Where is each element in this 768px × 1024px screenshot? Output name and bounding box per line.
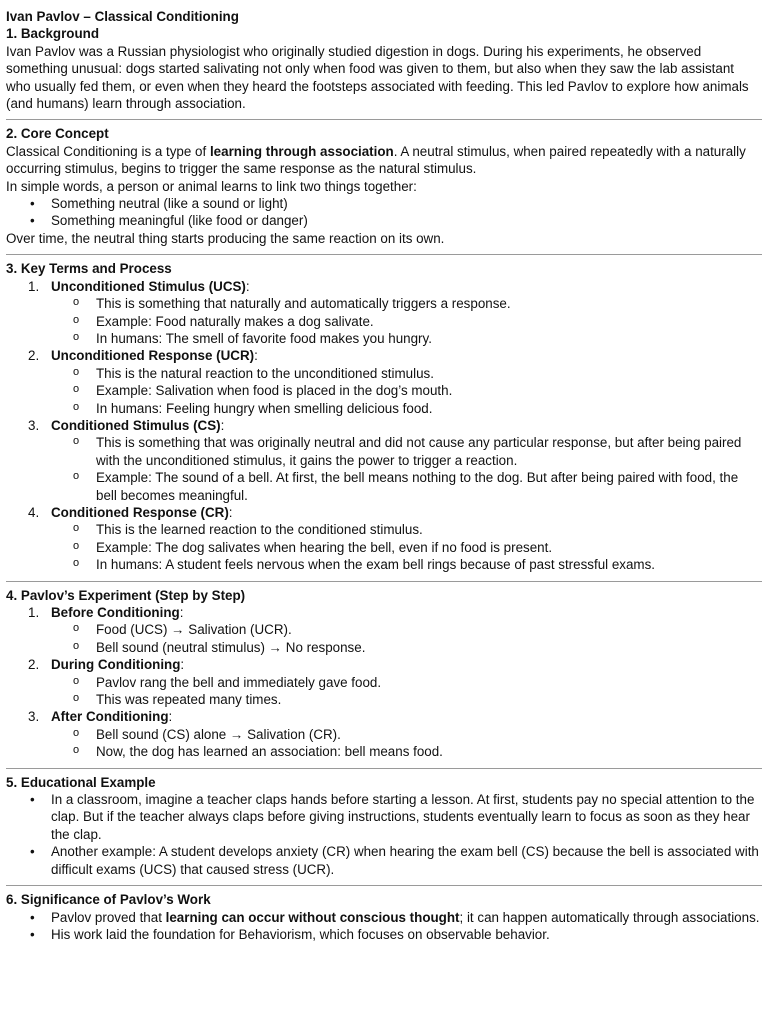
significance-text: Pavlov proved that — [51, 909, 166, 925]
section-heading-core-concept: 2. Core Concept — [6, 126, 109, 142]
list-item: o In humans: Feeling hungry when smelling delicious food. — [51, 400, 762, 417]
list-item: o In humans: A student feels nervous when the exam bell rings because of past stressful exams. — [51, 556, 762, 573]
term-label: Unconditioned Stimulus (UCS) — [51, 278, 246, 294]
section-heading-experiment: 4. Pavlov’s Experiment (Step by Step) — [6, 587, 246, 603]
list-item: o Example: Salivation when food is placed in the dog’s mouth. — [51, 382, 762, 399]
step-colon: : — [168, 709, 173, 725]
section-heading-educational-example: 5. Educational Example — [6, 774, 156, 790]
term-colon: : — [228, 504, 233, 520]
key-term-ucs — [6, 278, 762, 348]
list-item: o This is the learned reaction to the conditioned stimulus. — [51, 521, 762, 538]
term-label: Conditioned Response (CR) — [51, 504, 229, 520]
list-item: o This is something that was originally neutral and did not cause any particular response, but after being paired with the unconditioned stimulus, it gains the power to trigger a reaction. — [51, 434, 762, 469]
term-label: Unconditioned Response (UCR) — [51, 348, 255, 364]
significance-emphasis: learning can occur without conscious thought — [165, 909, 460, 925]
list-number: 1. — [28, 278, 40, 294]
key-term-cs — [6, 417, 762, 504]
list-number: 3. — [28, 417, 40, 433]
list-item: o Food (UCS) → Salivation (UCR). — [51, 621, 762, 638]
list-item: o This is something that naturally and automatically triggers a response. — [51, 295, 762, 312]
example-bullet-list — [6, 791, 762, 878]
list-item: o Pavlov rang the bell and immediately gave food. — [51, 674, 762, 691]
list-item: o This was repeated many times. — [51, 691, 762, 708]
core-paragraph-2: In simple words, a person or animal learns to link two things together: — [6, 178, 417, 194]
list-number: 2. — [28, 348, 40, 364]
section-heading-significance: 6. Significance of Pavlov’s Work — [6, 892, 211, 908]
step-label: During Conditioning — [51, 657, 181, 673]
sub-list — [51, 434, 762, 504]
sub-list — [51, 295, 762, 347]
step-colon: : — [180, 657, 185, 673]
list-number: 4. — [28, 504, 40, 520]
document — [6, 8, 762, 943]
list-item: • In a classroom, imagine a teacher claps hands before starting a lesson. At first, students pay no special attention to the clap. But if the teacher always claps before giving instructions, students eventually learn to focus as soon as they hear the clap. — [6, 791, 762, 843]
core-paragraph-1 — [6, 143, 762, 178]
term-colon: : — [254, 348, 258, 364]
document-title: Ivan Pavlov – Classical Conditioning — [6, 9, 239, 24]
sub-list — [51, 621, 762, 656]
section-divider — [6, 768, 762, 769]
key-term-ucr — [6, 347, 762, 417]
list-item: o Example: Food naturally makes a dog salivate. — [51, 313, 762, 330]
experiment-step-before — [6, 604, 762, 656]
core-bullet-list — [6, 195, 762, 230]
list-item: o In humans: The smell of favorite food makes you hungry. — [51, 330, 762, 347]
list-item: o This is the natural reaction to the unconditioned stimulus. — [51, 365, 762, 382]
list-item: o Bell sound (neutral stimulus) → No response. — [51, 639, 762, 656]
list-item — [6, 909, 762, 926]
list-item: • Something meaningful (like food or danger) — [6, 212, 762, 229]
background-paragraph: Ivan Pavlov was a Russian physiologist who originally studied digestion in dogs. During his experiments, he observed something unusual: dogs started salivating not only when food was given to them, but also when they saw the lab assistant who usually fed them, or even when they heard the footsteps associated with feeding. This led Pavlov to explore how animals (and humans) learn through association. — [6, 43, 749, 112]
list-item: o Example: The sound of a bell. At first, the bell means nothing to the dog. But after being paired with food, the bell becomes meaningful. — [51, 469, 762, 504]
sub-list — [51, 674, 762, 709]
sub-list — [51, 521, 762, 573]
sub-list — [51, 365, 762, 417]
section-divider — [6, 885, 762, 886]
step-label: After Conditioning — [51, 709, 169, 725]
core-emphasis: learning through association — [209, 143, 394, 159]
list-item: o Example: The dog salivates when hearing the bell, even if no food is present. — [51, 539, 762, 556]
sub-list — [51, 726, 762, 761]
section-divider — [6, 581, 762, 582]
list-number: 1. — [28, 605, 40, 620]
list-number: 3. — [28, 709, 40, 725]
term-label: Conditioned Stimulus (CS) — [51, 417, 221, 433]
list-item: • Another example: A student develops anxiety (CR) when hearing the exam bell (CS) because the bell is associated with difficult exams (UCS) that caused stress (UCR). — [6, 843, 762, 878]
list-item: • Something neutral (like a sound or light) — [6, 195, 762, 212]
core-paragraph-3: Over time, the neutral thing starts producing the same reaction on its own. — [6, 230, 445, 246]
term-colon: : — [245, 278, 250, 294]
list-number: 2. — [28, 657, 40, 673]
significance-bullet-list — [6, 909, 762, 944]
list-item: o Now, the dog has learned an association: bell means food. — [51, 743, 762, 760]
core-text: . A neutral stimulus, when paired repeatedly with a naturally occurring stimulus, begins to trigger the same response as the natural stimulus. — [6, 143, 746, 177]
list-item: • His work laid the foundation for Behaviorism, which focuses on observable behavior. — [6, 926, 762, 943]
section-heading-key-terms: 3. Key Terms and Process — [6, 261, 172, 277]
step-colon: : — [179, 605, 184, 620]
key-term-cr — [6, 504, 762, 574]
section-divider — [6, 119, 762, 120]
step-label: Before Conditioning — [51, 605, 180, 620]
experiment-steps-list — [6, 604, 762, 761]
section-divider — [6, 254, 762, 255]
core-text: Classical Conditioning is a type of — [6, 143, 210, 159]
key-terms-list — [6, 278, 762, 574]
list-item: o Bell sound (CS) alone → Salivation (CR). — [51, 726, 762, 743]
significance-text: ; it can happen automatically through associations. — [459, 909, 760, 925]
experiment-step-during — [6, 656, 762, 708]
term-colon: : — [220, 417, 225, 433]
section-heading-background: 1. Background — [6, 26, 100, 42]
experiment-step-after — [6, 708, 762, 760]
